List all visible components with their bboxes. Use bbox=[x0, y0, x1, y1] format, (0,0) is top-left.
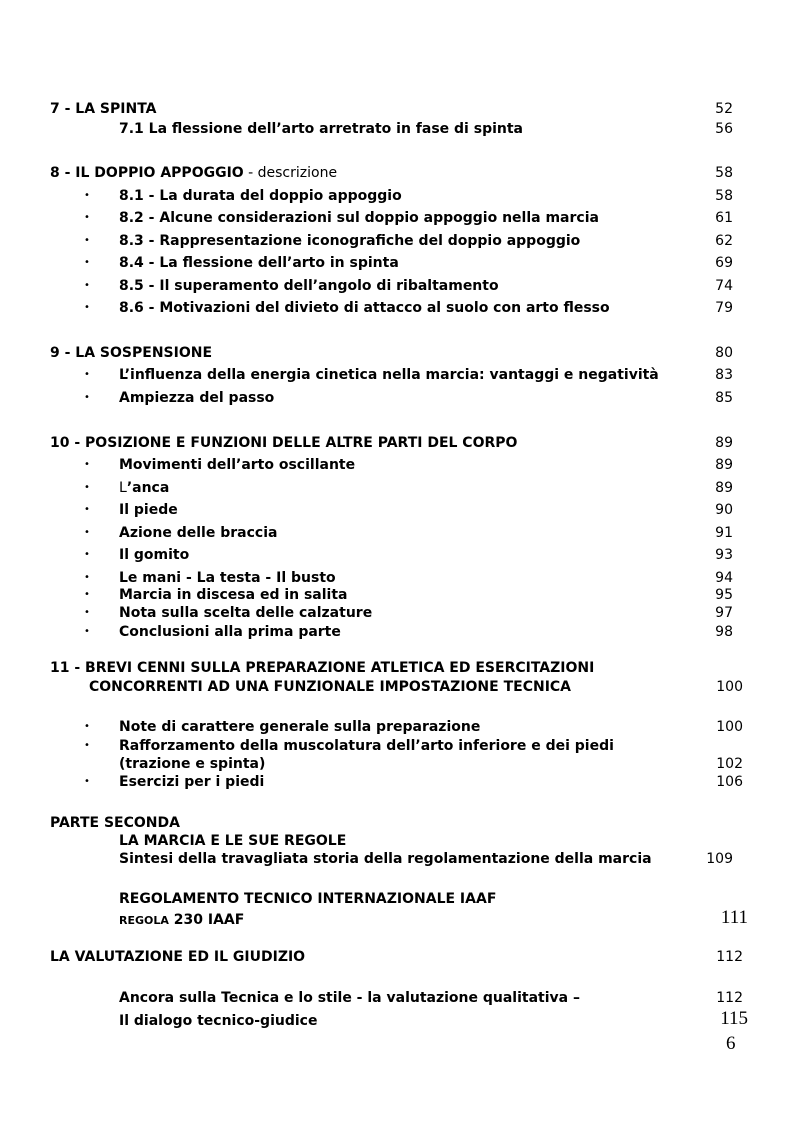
toc-page-number: 111 bbox=[720, 907, 748, 928]
toc-page-number: 91 bbox=[715, 525, 733, 541]
toc-entry-10-1 bbox=[0, 455, 790, 475]
bullet-icon: • bbox=[84, 504, 90, 515]
bullet-icon: • bbox=[84, 607, 90, 618]
toc-page-number: 112 bbox=[716, 949, 743, 965]
toc-entry-ch10 bbox=[0, 433, 790, 453]
toc-page-number: 102 bbox=[716, 756, 743, 772]
toc-title: (trazione e spinta) bbox=[119, 756, 266, 772]
bullet-icon: • bbox=[84, 280, 90, 291]
toc-entry-10-4 bbox=[0, 523, 790, 543]
toc-title: Rafforzamento della muscolatura dell’arto inferiore e dei piedi bbox=[119, 738, 614, 754]
toc-title-bold: 8 - IL DOPPIO APPOGGIO bbox=[50, 165, 244, 181]
toc-page-number: 79 bbox=[715, 300, 733, 316]
toc-title: Ancora sulla Tecnica e lo stile - la valutazione qualitativa – bbox=[119, 990, 580, 1006]
toc-title-rest: - descrizione bbox=[243, 165, 338, 181]
bullet-icon: • bbox=[84, 459, 90, 470]
toc-page-number: 106 bbox=[716, 774, 743, 790]
toc-page-number: 97 bbox=[715, 605, 733, 621]
toc-page-number: 85 bbox=[715, 390, 733, 406]
toc-entry-ch11-line1 bbox=[0, 658, 790, 678]
toc-title: Esercizi per i piedi bbox=[119, 774, 265, 790]
toc-page-number: 80 bbox=[715, 345, 733, 361]
toc-title: LA MARCIA E LE SUE REGOLE bbox=[119, 833, 347, 849]
toc-title bbox=[119, 911, 244, 930]
toc-title: Nota sulla scelta delle calzature bbox=[119, 605, 373, 621]
toc-title: 8.6 - Motivazioni del divieto di attacco al suolo con arto flesso bbox=[119, 300, 610, 316]
toc-title: 8.4 - La flessione dell’arto in spinta bbox=[119, 255, 399, 271]
toc-entry-8-3 bbox=[0, 231, 790, 251]
toc-page-number: 62 bbox=[715, 233, 733, 249]
toc-entry-regolamento bbox=[0, 889, 790, 909]
toc-entry-10-3 bbox=[0, 500, 790, 520]
toc-entry-valutazione bbox=[0, 947, 790, 967]
toc-title: Conclusioni alla prima parte bbox=[119, 624, 341, 640]
toc-page-number: 109 bbox=[706, 851, 733, 867]
toc-entry-ch11-line2 bbox=[0, 677, 790, 697]
bullet-icon: • bbox=[84, 190, 90, 201]
toc-entry-8-4 bbox=[0, 253, 790, 273]
toc-title: Marcia in discesa ed in salita bbox=[119, 587, 348, 603]
toc-entry-dialogo bbox=[0, 1008, 790, 1031]
toc-page-number: 100 bbox=[716, 679, 743, 695]
toc-page-number: 58 bbox=[715, 165, 733, 181]
toc-page-number: 61 bbox=[715, 210, 733, 226]
bullet-icon: • bbox=[84, 257, 90, 268]
toc-title: 8.3 - Rappresentazione iconografiche del doppio appoggio bbox=[119, 233, 581, 249]
bullet-icon: • bbox=[84, 527, 90, 538]
bullet-icon: • bbox=[84, 212, 90, 223]
bullet-icon: • bbox=[84, 369, 90, 380]
toc-page-number: 94 bbox=[715, 570, 733, 586]
toc-entry-8-6 bbox=[0, 298, 790, 318]
toc-title: Movimenti dell’arto oscillante bbox=[119, 457, 356, 473]
toc-page-number: 89 bbox=[715, 435, 733, 451]
toc-title: 7 - LA SPINTA bbox=[50, 101, 157, 117]
bullet-icon: • bbox=[84, 572, 90, 583]
toc-title: Le mani - La testa - Il busto bbox=[119, 570, 336, 586]
toc-page-number: 56 bbox=[715, 121, 733, 137]
toc-part2-subtitle bbox=[0, 831, 790, 851]
toc-entry-11-3 bbox=[0, 772, 790, 792]
toc-entry-11-2-cont bbox=[0, 754, 790, 774]
toc-entry-8-2 bbox=[0, 208, 790, 228]
toc-title: 8.1 - La durata del doppio appoggio bbox=[119, 188, 402, 204]
toc-title: 7.1 La flessione dell’arto arretrato in fase di spinta bbox=[119, 121, 523, 137]
toc-title: REGOLAMENTO TECNICO INTERNAZIONALE IAAF bbox=[119, 891, 497, 907]
toc-title: Azione delle braccia bbox=[119, 525, 278, 541]
toc-entry-11-1 bbox=[0, 717, 790, 737]
toc-entry-ch7 bbox=[0, 99, 790, 119]
toc-title: 10 - POSIZIONE E FUNZIONI DELLE ALTRE PARTI DEL CORPO bbox=[50, 435, 518, 451]
toc-page-number: 52 bbox=[715, 101, 733, 117]
toc-title bbox=[50, 164, 337, 182]
toc-title: Note di carattere generale sulla preparazione bbox=[119, 719, 481, 735]
bullet-icon: • bbox=[84, 302, 90, 313]
toc-entry-9-2 bbox=[0, 388, 790, 408]
toc-title: 9 - LA SOSPENSIONE bbox=[50, 345, 213, 361]
bullet-icon: • bbox=[84, 721, 90, 732]
toc-title: Ampiezza del passo bbox=[119, 390, 275, 406]
toc-title: Il gomito bbox=[119, 547, 190, 563]
toc-title: LA VALUTAZIONE ED IL GIUDIZIO bbox=[50, 949, 306, 965]
bullet-icon: • bbox=[84, 549, 90, 560]
toc-page-number: 74 bbox=[715, 278, 733, 294]
toc-page-number: 83 bbox=[715, 367, 733, 383]
toc-part2-title bbox=[0, 813, 790, 833]
toc-page-number: 89 bbox=[715, 457, 733, 473]
toc-entry-7-1 bbox=[0, 119, 790, 139]
toc-entry-ch8 bbox=[0, 163, 790, 183]
toc-entry-ancora bbox=[0, 988, 790, 1008]
toc-title: Il piede bbox=[119, 502, 178, 518]
toc-page-number: 58 bbox=[715, 188, 733, 204]
bullet-icon: • bbox=[84, 482, 90, 493]
toc-page-number: 98 bbox=[715, 624, 733, 640]
toc-entry-8-5 bbox=[0, 276, 790, 296]
toc-entry-10-7 bbox=[0, 585, 790, 605]
toc-title: Il dialogo tecnico-giudice bbox=[119, 1013, 318, 1029]
toc-entry-10-9 bbox=[0, 622, 790, 642]
bullet-icon: • bbox=[84, 626, 90, 637]
toc-title bbox=[119, 479, 169, 497]
toc-entry-11-2 bbox=[0, 736, 790, 756]
bullet-icon: • bbox=[84, 235, 90, 246]
toc-page-number: 93 bbox=[715, 547, 733, 563]
toc-title: CONCORRENTI AD UNA FUNZIONALE IMPOSTAZIONE TECNICA bbox=[89, 679, 572, 695]
toc-entry-10-8 bbox=[0, 603, 790, 623]
toc-title: L’influenza della energia cinetica nella marcia: vantaggi e negatività bbox=[119, 367, 659, 383]
toc-page-number: 69 bbox=[715, 255, 733, 271]
toc-entry-9-1 bbox=[0, 365, 790, 385]
toc-entry-8-1 bbox=[0, 186, 790, 206]
toc-entry-10-5 bbox=[0, 545, 790, 565]
bullet-icon: • bbox=[84, 392, 90, 403]
toc-title: Sintesi della travagliata storia della regolamentazione della marcia bbox=[119, 851, 652, 867]
toc-page-number: 95 bbox=[715, 587, 733, 603]
toc-page-number: 112 bbox=[716, 990, 743, 1006]
toc-title-smallcaps: REGOLA bbox=[119, 914, 169, 927]
toc-title: PARTE SECONDA bbox=[50, 815, 180, 831]
toc-page-number: 100 bbox=[716, 719, 743, 735]
toc-entry-regola bbox=[0, 907, 790, 930]
bullet-icon: • bbox=[84, 776, 90, 787]
page-number: 6 bbox=[726, 1033, 736, 1054]
toc-page-number: 90 bbox=[715, 502, 733, 518]
bullet-icon: • bbox=[84, 740, 90, 751]
toc-page-number: 115 bbox=[720, 1008, 748, 1029]
toc-title-rest: 230 IAAF bbox=[168, 912, 245, 928]
toc-page-number: 89 bbox=[715, 480, 733, 496]
toc-entry-ch9 bbox=[0, 343, 790, 363]
toc-title: 8.2 - Alcune considerazioni sul doppio appoggio nella marcia bbox=[119, 210, 599, 226]
toc-entry-10-2 bbox=[0, 478, 790, 498]
toc-title-rest: ’anca bbox=[126, 480, 170, 496]
toc-entry-sintesi bbox=[0, 849, 790, 869]
toc-title-initial: L bbox=[119, 480, 127, 496]
toc-title: 11 - BREVI CENNI SULLA PREPARAZIONE ATLETICA ED ESERCITAZIONI bbox=[50, 660, 595, 676]
toc-title: 8.5 - Il superamento dell’angolo di ribaltamento bbox=[119, 278, 499, 294]
bullet-icon: • bbox=[84, 589, 90, 600]
